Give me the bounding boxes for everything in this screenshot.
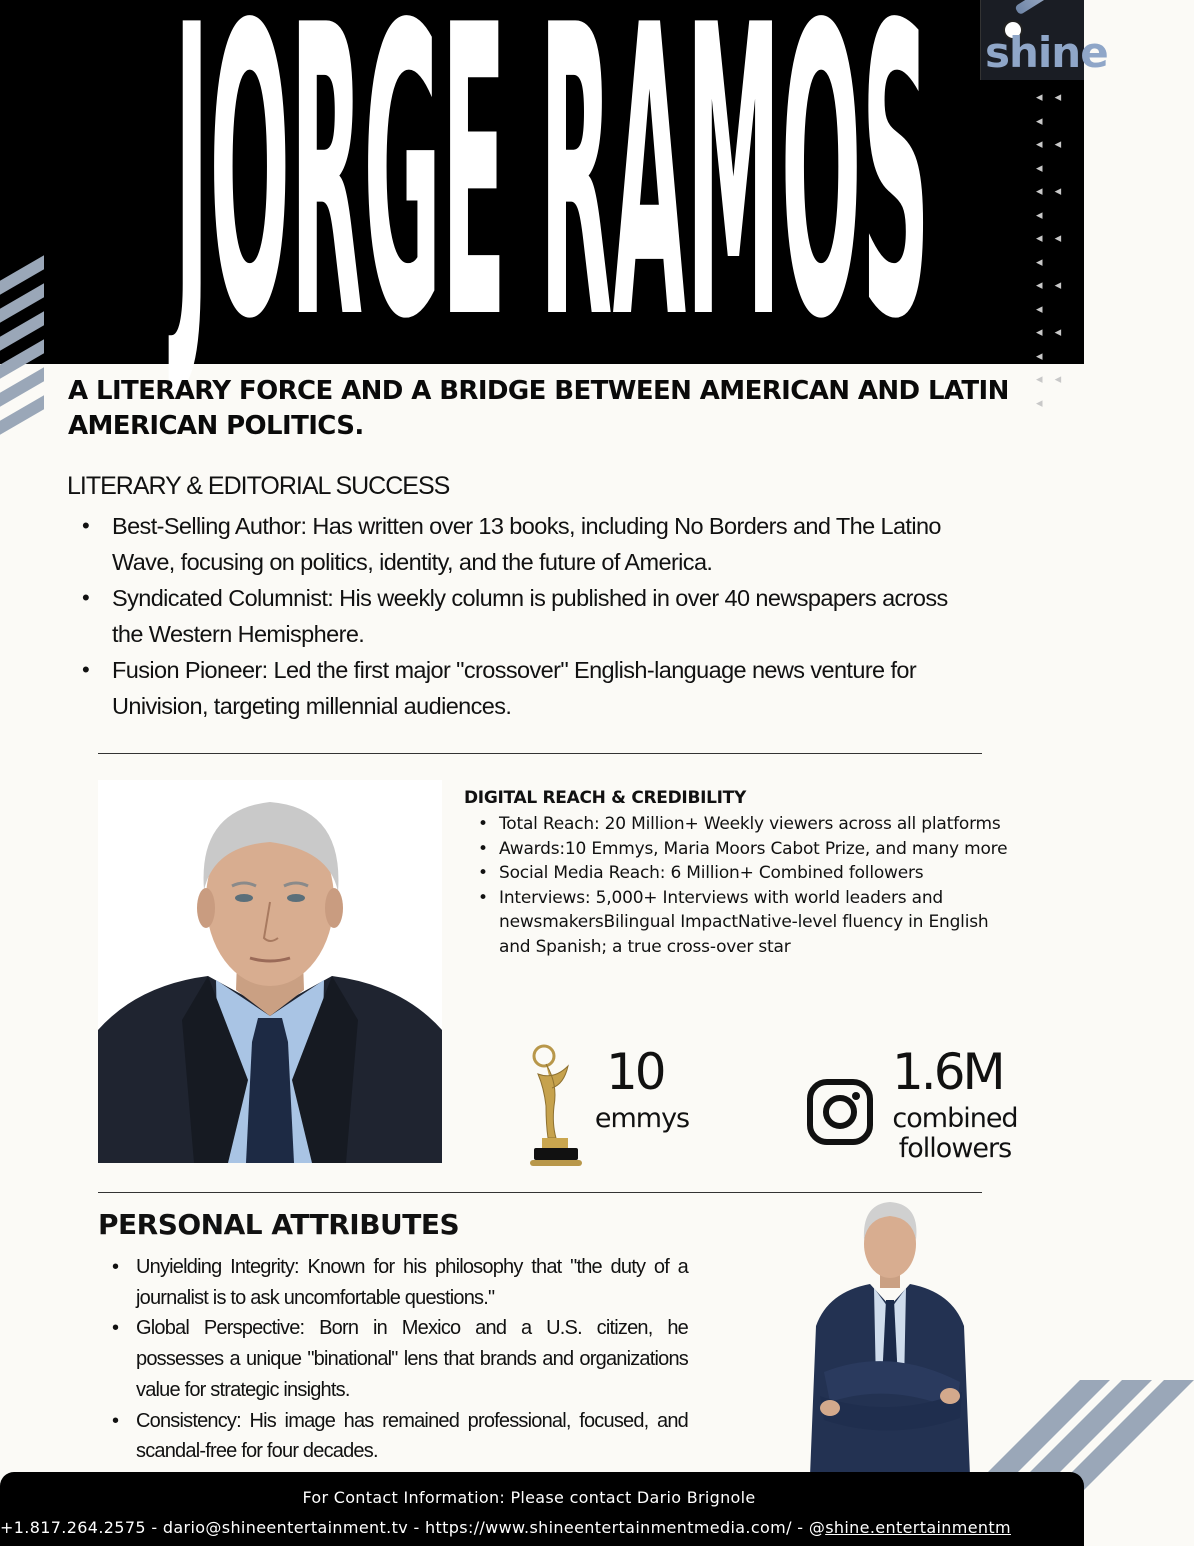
- followers-label-line1: combined: [892, 1103, 1018, 1134]
- emmy-statue-icon: [524, 1044, 586, 1168]
- literary-list: [80, 508, 980, 724]
- list-item: • Social Media Reach: 6 Million+ Combined followers: [478, 861, 1008, 886]
- arrow-row: ◂ ◂ ◂: [1036, 90, 1066, 129]
- attributes-list: [110, 1252, 688, 1467]
- standing-portrait-illustration: [800, 1196, 980, 1476]
- logo-text: shine: [985, 28, 1108, 77]
- arrow-pattern-decoration: [1036, 86, 1080, 411]
- digital-list: [478, 812, 1008, 959]
- shine-logo[interactable]: [980, 0, 1108, 80]
- footer-contact-bar: [0, 1472, 1084, 1546]
- hero-title-svg: [168, 0, 932, 407]
- list-item: • Unyielding Integrity: Known for his philosophy that "the duty of a journalist is to ask uncomfortable questions.": [110, 1252, 688, 1313]
- footer-contact-details: [0, 1518, 1084, 1537]
- section-divider: [98, 753, 982, 754]
- emmys-count: 10: [606, 1043, 664, 1101]
- standing-photo: [800, 1196, 980, 1476]
- list-item: • Consistency: His image has remained professional, focused, and scandal-free for four decades.: [110, 1406, 688, 1467]
- literary-section-title: LITERARY & EDITORIAL SUCCESS: [67, 472, 450, 500]
- arrow-row: ◂ ◂ ◂: [1036, 231, 1066, 270]
- arrow-row: ◂ ◂ ◂: [1036, 372, 1066, 411]
- list-item: • Total Reach: 20 Million+ Weekly viewers across all platforms: [478, 812, 1008, 837]
- portrait-illustration: [98, 780, 442, 1163]
- followers-label-line2: followers: [898, 1133, 1012, 1164]
- hero-title: JORGE RAMOS: [168, 0, 930, 407]
- list-item: • Best-Selling Author: Has written over 13 books, including No Borders and The Latino Wave, focusing on politics, identity, and the future of America.: [80, 508, 980, 580]
- headline: A LITERARY FORCE AND A BRIDGE BETWEEN AMERICAN AND LATIN AMERICAN POLITICS.: [68, 376, 1009, 441]
- footer-contact-text: For Contact Information: Please contact Dario Brignole: [302, 1488, 756, 1507]
- arrow-row: ◂ ◂ ◂: [1036, 325, 1066, 364]
- list-item: • Fusion Pioneer: Led the first major "crossover" English-language news venture for Univision, targeting millennial audiences.: [80, 652, 980, 724]
- footer-details-text[interactable]: +1.817.264.2575 - dario@shineentertainment.tv - https://www.shineentertainmentmedia.com/ - @: [0, 1518, 826, 1537]
- instagram-icon: [806, 1078, 874, 1146]
- left-stripes-decoration: [0, 258, 44, 426]
- list-item: • Global Perspective: Born in Mexico and a U.S. citizen, he possesses a unique "binational" lens that brands and organizations value for strategic insights.: [110, 1313, 688, 1405]
- followers-count: 1.6M: [892, 1043, 1003, 1101]
- section-divider: [98, 1192, 982, 1193]
- list-item: • Interviews: 5,000+ Interviews with world leaders and newsmakersBilingual ImpactNative-level fluency in English and Spanish; a true cross-over star: [478, 886, 1008, 960]
- arrow-row: ◂ ◂ ◂: [1036, 278, 1066, 317]
- social-handle-link[interactable]: shine.entertainmentm: [825, 1518, 1011, 1537]
- hero-title-wrap: [168, 0, 932, 407]
- logo-streak-decoration: [1014, 0, 1079, 15]
- list-item: • Syndicated Columnist: His weekly column is published in over 40 newspapers across the Western Hemisphere.: [80, 580, 980, 652]
- emmys-label: emmys: [594, 1103, 690, 1134]
- arrow-row: ◂ ◂ ◂: [1036, 137, 1066, 176]
- list-item: • Awards:10 Emmys, Maria Moors Cabot Prize, and many more: [478, 837, 1008, 862]
- digital-section-title: DIGITAL REACH & CREDIBILITY: [464, 788, 746, 808]
- attributes-section-title: PERSONAL ATTRIBUTES: [98, 1208, 460, 1241]
- arrow-row: ◂ ◂ ◂: [1036, 184, 1066, 223]
- portrait-photo: [98, 780, 442, 1163]
